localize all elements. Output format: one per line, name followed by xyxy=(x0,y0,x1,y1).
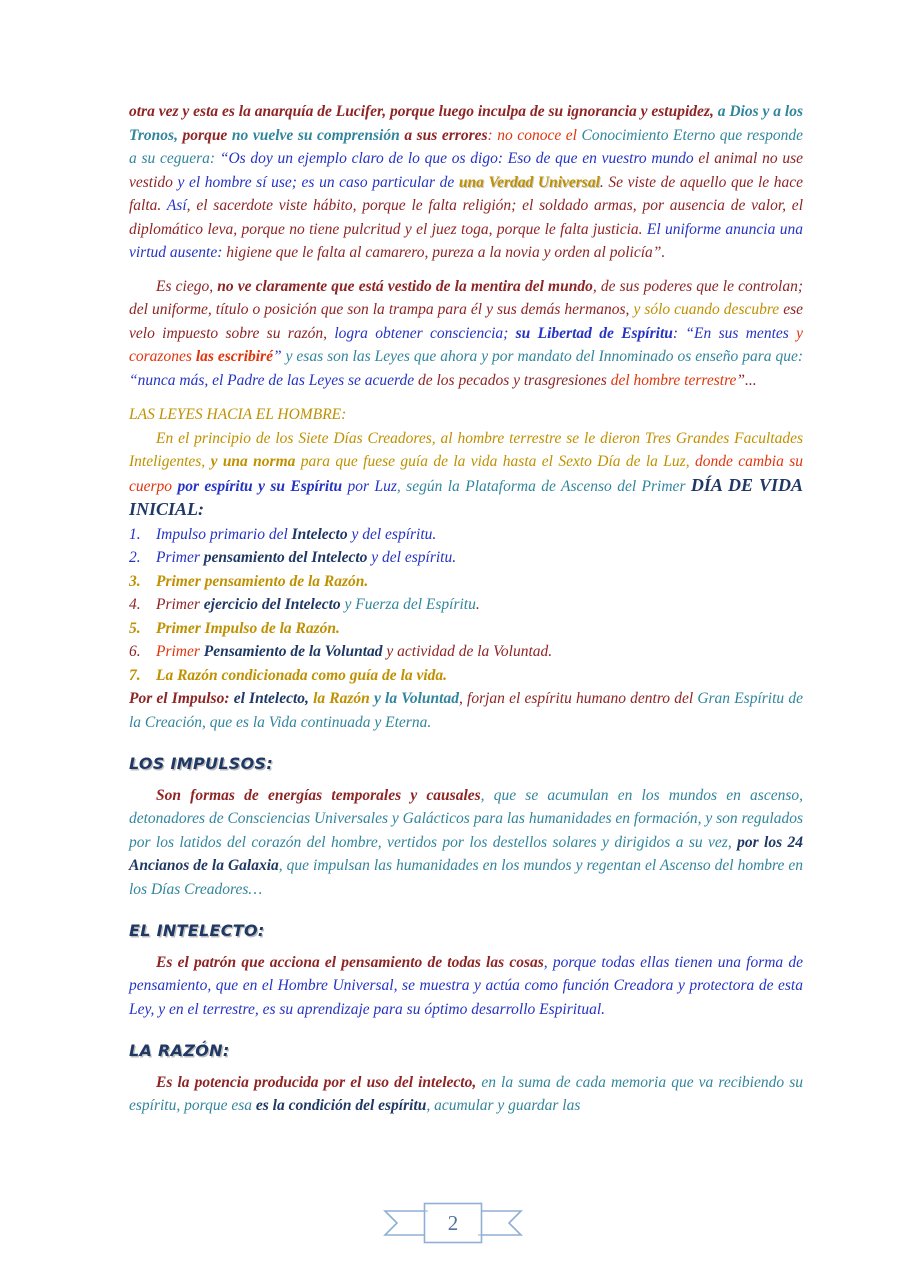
text-run: Primer xyxy=(156,596,204,613)
text-run: . Se viste de aquello que le hace falta. xyxy=(129,173,804,214)
text-run: y Fuerza del Espíritu xyxy=(340,596,476,613)
list-item-text xyxy=(156,573,368,590)
text-run: Así xyxy=(166,197,187,214)
list-item-text xyxy=(156,526,436,543)
text-run: : xyxy=(672,324,686,342)
text-run: y esas son las Leyes que ahora y por mandato del Innominado os enseño para que: xyxy=(285,348,804,365)
page-number-ribbon xyxy=(378,1198,528,1248)
text-run: donde cambia su cuerpo xyxy=(129,453,803,495)
text-run: Impulso primario del xyxy=(156,525,292,543)
law-list-item xyxy=(129,570,803,594)
list-item-text xyxy=(156,549,456,566)
text-run: Primer pensamiento de la Razón. xyxy=(156,572,369,590)
law-list-item xyxy=(129,640,803,664)
text-run: DÍA DE VIDA INICIAL: xyxy=(129,474,804,519)
text-run: otra vez y esta es la anarquía de Lucifer, porque luego inculpa de su ignorancia y estupidez, xyxy=(129,103,718,120)
text-run: ejercicio del Intelecto xyxy=(203,596,341,613)
text-run: “nunca más, el Padre de las Leyes se acuerde xyxy=(129,371,418,389)
law-list-item xyxy=(129,617,803,641)
text-run: a sus errores xyxy=(404,126,488,144)
list-item-number: 5. xyxy=(129,619,141,637)
text-run: higiene que le falta al camarero, pureza a la novia y orden al policía”. xyxy=(226,244,666,261)
text-run: Intelecto xyxy=(291,525,348,543)
text-run: Son formas de energías temporales y causales xyxy=(156,786,481,804)
law-list-item xyxy=(129,523,803,547)
text-run: Gran Espíritu de la Creación, que es la Vida continuada y Eterna. xyxy=(129,690,803,731)
text-run: el Intelecto, xyxy=(233,690,314,707)
text-run: y el hombre sí use; es un caso particular de xyxy=(177,173,459,191)
list-item-number: 7. xyxy=(129,666,141,684)
text-run: . xyxy=(475,596,480,613)
section-heading-el-intelecto: EL INTELECTO: xyxy=(129,921,265,940)
text-run: “En sus mentes xyxy=(685,324,797,342)
page-number: 2 xyxy=(447,1210,459,1235)
paragraph-law-intro xyxy=(129,427,803,523)
section-heading-los-impulsos: LOS IMPULSOS: xyxy=(129,754,274,773)
page-footer xyxy=(0,1198,906,1248)
list-item-text xyxy=(156,596,480,613)
text-run: Conocimiento Eterno que responde a su ceguera: xyxy=(129,126,803,167)
text-run: El uniforme anuncia una virtud ausente: xyxy=(129,220,803,261)
section-heading-la-razon: LA RAZÓN: xyxy=(129,1041,230,1060)
list-item-number: 6. xyxy=(129,643,141,660)
text-run: ”... xyxy=(736,371,757,389)
section-heading-las-leyes: LAS LEYES HACIA EL HOMBRE: xyxy=(129,406,347,423)
text-run: es la condición del espíritu xyxy=(255,1097,427,1114)
text-run: , que se acumulan en los mundos en ascenso, detonadores de Consciencias Universales y Galácticos para las humanidades en formación, y son regulados por los latidos del corazón del hombre, vertidos por los destellos solares y dirigidos a su vez, xyxy=(129,786,803,851)
text-run: y del espíritu. xyxy=(367,549,457,566)
text-run: , de sus poderes que le controlan; del uniforme, título o posición que son la trampa para él y sus demás hermanos, xyxy=(129,277,803,318)
list-item-number: 1. xyxy=(129,525,141,543)
text-run: y actividad de la Voluntad. xyxy=(382,643,553,660)
text-run: el animal no use vestido xyxy=(129,150,803,191)
text-run: “Os doy un ejemplo claro de lo que os digo: Eso de que en vuestro mundo xyxy=(219,150,699,167)
text-run: ese velo impuesto sobre su razón, xyxy=(129,301,803,342)
text-run: de los pecados y trasgresiones xyxy=(417,371,611,389)
text-run: a Dios y a los Tronos, xyxy=(129,103,804,144)
text-run: y corazones xyxy=(129,324,804,365)
list-item-number: 3. xyxy=(129,572,141,590)
text-run: Por el Impulso: xyxy=(129,690,234,707)
text-run: Pensamiento de la Voluntad xyxy=(203,643,383,660)
text-run: , que impulsan las humanidades en los mundos y regentan el Ascenso del hombre en los Días Creadores… xyxy=(129,857,804,898)
text-run: no vuelve su comprensión xyxy=(231,126,405,144)
text-run: y la Voluntad xyxy=(373,690,459,707)
text-run: logra obtener consciencia; xyxy=(334,324,516,342)
paragraph-por-el-impulso xyxy=(129,687,803,734)
text-run: por espíritu xyxy=(177,477,259,495)
text-run: , el sacerdote viste hábito, porque le falta religión; el soldado armas, por ausencia de valor, el diplomático leva, porque no tiene pulcritud y el juez toga, porque le falta justicia. xyxy=(129,197,803,238)
list-item-number: 4. xyxy=(129,596,141,613)
text-run: y una norma xyxy=(210,453,301,470)
paragraph-es-ciego xyxy=(129,275,803,393)
text-run: del hombre terrestre xyxy=(610,371,737,389)
text-run: Es el patrón que acciona el pensamiento de todas las cosas xyxy=(156,953,544,971)
text-run: Es la potencia producida por el uso del intelecto, xyxy=(156,1073,477,1091)
law-list xyxy=(129,523,803,688)
text-run: Es ciego, xyxy=(156,277,218,295)
text-run: , forjan el espíritu humano dentro del xyxy=(458,690,698,707)
text-run: Primer xyxy=(156,549,204,566)
text-run: su Libertad de Espíritu xyxy=(515,324,673,342)
document-page xyxy=(129,100,803,1118)
text-run: , porque todas ellas tienen una forma de pensamiento, que en el Hombre Universal, se muestra y actúa como función Creadora y protectora de esta Ley, y en el terrestre, es su aprendizaje para su óptimo desarrollo Espiritual. xyxy=(129,953,803,1018)
text-run: la Razón xyxy=(313,690,374,707)
paragraph-los-impulsos xyxy=(129,784,803,902)
text-run: , acumular y guardar las xyxy=(426,1097,581,1114)
text-run: por Luz xyxy=(347,477,397,495)
text-run: las escribiré xyxy=(195,348,273,365)
text-run: ” xyxy=(272,348,286,365)
list-item-text xyxy=(156,643,552,660)
text-run: pensamiento del Intelecto xyxy=(203,549,368,566)
text-run: una Verdad Universal xyxy=(458,173,600,191)
text-run: porque xyxy=(182,126,232,144)
list-item-text xyxy=(156,667,447,684)
text-run: En el principio de los Siete Días Creadores, al hombre terrestre se le dieron Tres Grandes Facultades Inteligentes, xyxy=(129,429,803,470)
text-run: y su Espíritu xyxy=(258,477,348,495)
text-run: Primer xyxy=(156,643,204,660)
paragraph-la-razon xyxy=(129,1071,803,1118)
text-run: Primer Impulso de la Razón. xyxy=(156,619,340,637)
law-list-item xyxy=(129,664,803,688)
text-run: y sólo cuando descubre xyxy=(633,301,784,318)
law-list-item xyxy=(129,546,803,570)
text-run: por los 24 Ancianos de la Galaxia xyxy=(129,833,804,874)
text-run: , según la Plataforma de Ascenso del Primer xyxy=(396,477,691,495)
list-item-number: 2. xyxy=(129,549,141,566)
paragraph-el-intelecto xyxy=(129,951,803,1022)
text-run: : no conoce el xyxy=(487,126,582,144)
list-item-text xyxy=(156,620,340,637)
text-run: no ve claramente que está vestido de la mentira del mundo xyxy=(217,277,593,295)
text-run: La Razón condicionada como guía de la vida. xyxy=(156,666,448,684)
text-run: y del espíritu. xyxy=(347,525,437,543)
text-run: en la suma de cada memoria que va recibiendo su espíritu, porque esa xyxy=(129,1073,803,1114)
law-list-item xyxy=(129,593,803,617)
text-run: para que fuese guía de la vida hasta el Sexto Día de la Luz, xyxy=(300,453,695,470)
paragraph-lucifer-anarchy xyxy=(129,100,803,265)
